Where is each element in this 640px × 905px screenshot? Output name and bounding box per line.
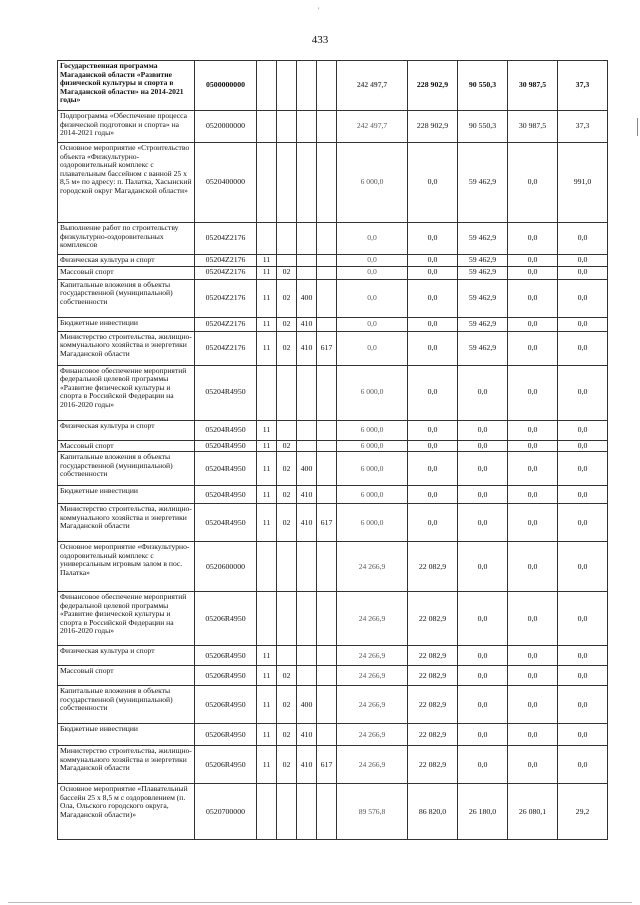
cell-percent: 0,0 <box>558 255 608 267</box>
cell-code: 05206R4950 <box>195 724 257 746</box>
cell-amount-3: 59 462,9 <box>458 331 508 365</box>
cell-subsection: 02 <box>277 266 297 279</box>
table-row <box>58 279 608 317</box>
cell-expense-type: 410 <box>297 317 317 331</box>
cell-amount-2: 0,0 <box>408 420 458 440</box>
cell-amount-4: 0,0 <box>508 266 558 279</box>
table-row <box>58 317 608 331</box>
cell-code: 0520400000 <box>195 143 257 223</box>
cell-percent: 37,3 <box>558 111 608 143</box>
cell-subsection <box>277 223 297 255</box>
cell-percent: 0,0 <box>558 666 608 686</box>
cell-amount-1: 89 576,8 <box>337 784 408 840</box>
cell-percent: 0,0 <box>558 317 608 331</box>
cell-expense-type: 400 <box>297 279 317 317</box>
cell-amount-4: 0,0 <box>508 686 558 724</box>
cell-name: Финансовое обеспечение мероприятий федеральной целевой программы «Развитие физической культуры и спорта в Российской Федерации на 2016-2020 годы» <box>58 365 195 420</box>
table-row <box>58 646 608 666</box>
cell-expense-type <box>297 266 317 279</box>
cell-section <box>257 542 277 592</box>
cell-amount-1: 24 266,9 <box>337 746 408 784</box>
cell-section: 11 <box>257 746 277 784</box>
cell-amount-3: 0,0 <box>458 646 508 666</box>
cell-name: Массовый спорт <box>58 440 195 452</box>
cell-percent: 0,0 <box>558 331 608 365</box>
cell-section: 11 <box>257 686 277 724</box>
cell-amount-3: 0,0 <box>458 365 508 420</box>
cell-amount-2: 22 082,9 <box>408 592 458 646</box>
cell-amount-1: 0,0 <box>337 255 408 267</box>
cell-amount-1: 0,0 <box>337 331 408 365</box>
cell-amount-4: 0,0 <box>508 746 558 784</box>
cell-amount-2: 86 820,0 <box>408 784 458 840</box>
cell-amount-1: 6 000,0 <box>337 504 408 542</box>
cell-section <box>257 365 277 420</box>
scan-bottom-rule <box>8 902 632 903</box>
cell-amount-2: 228 902,9 <box>408 61 458 111</box>
cell-code: 05204Z2176 <box>195 331 257 365</box>
cell-code: 0520700000 <box>195 784 257 840</box>
cell-amount-4: 0,0 <box>508 452 558 486</box>
cell-percent: 0,0 <box>558 542 608 592</box>
cell-code: 0520000000 <box>195 111 257 143</box>
cell-subsection <box>277 111 297 143</box>
cell-ministry-code <box>317 143 337 223</box>
cell-subsection <box>277 365 297 420</box>
cell-ministry-code: 617 <box>317 504 337 542</box>
cell-amount-1: 24 266,9 <box>337 646 408 666</box>
cell-expense-type <box>297 61 317 111</box>
cell-amount-2: 0,0 <box>408 317 458 331</box>
cell-expense-type <box>297 143 317 223</box>
table-row <box>58 784 608 840</box>
cell-percent: 0,0 <box>558 420 608 440</box>
cell-name: Основное мероприятие «Строительство объекта «Физкультурно-оздоровительный комплекс с плавательным бассейном с ванной 25 х 8,5 м» по адресу: п. Палатка, Хасынский городской округ Магаданской области» <box>58 143 195 223</box>
cell-percent: 0,0 <box>558 746 608 784</box>
cell-expense-type <box>297 223 317 255</box>
cell-ministry-code <box>317 255 337 267</box>
cell-amount-4: 0,0 <box>508 223 558 255</box>
cell-section: 11 <box>257 266 277 279</box>
cell-ministry-code <box>317 666 337 686</box>
table-row <box>58 452 608 486</box>
cell-amount-3: 59 462,9 <box>458 317 508 331</box>
cell-name: Физическая культура и спорт <box>58 255 195 267</box>
cell-name: Капитальные вложения в объекты государственной (муниципальной) собственности <box>58 279 195 317</box>
cell-subsection: 02 <box>277 279 297 317</box>
cell-subsection: 02 <box>277 724 297 746</box>
cell-section: 11 <box>257 452 277 486</box>
cell-code: 05204Z2176 <box>195 317 257 331</box>
cell-amount-3: 59 462,9 <box>458 266 508 279</box>
cell-amount-1: 6 000,0 <box>337 452 408 486</box>
cell-amount-2: 0,0 <box>408 486 458 504</box>
cell-percent: 0,0 <box>558 266 608 279</box>
cell-code: 05204Z2176 <box>195 279 257 317</box>
table-row <box>58 542 608 592</box>
cell-amount-4: 0,0 <box>508 143 558 223</box>
cell-amount-4: 0,0 <box>508 646 558 666</box>
cell-ministry-code <box>317 317 337 331</box>
cell-amount-2: 0,0 <box>408 266 458 279</box>
cell-amount-3: 0,0 <box>458 420 508 440</box>
cell-amount-1: 242 497,7 <box>337 111 408 143</box>
cell-ministry-code <box>317 724 337 746</box>
table-row <box>58 440 608 452</box>
table-row <box>58 486 608 504</box>
cell-subsection: 02 <box>277 746 297 784</box>
cell-percent: 0,0 <box>558 223 608 255</box>
cell-amount-4: 0,0 <box>508 592 558 646</box>
cell-code: 05206R4950 <box>195 592 257 646</box>
cell-amount-3: 0,0 <box>458 592 508 646</box>
cell-percent: 0,0 <box>558 440 608 452</box>
cell-amount-4: 0,0 <box>508 724 558 746</box>
cell-amount-1: 0,0 <box>337 279 408 317</box>
cell-amount-2: 22 082,9 <box>408 646 458 666</box>
cell-amount-4: 0,0 <box>508 279 558 317</box>
cell-expense-type <box>297 111 317 143</box>
cell-ministry-code <box>317 592 337 646</box>
cell-ministry-code <box>317 365 337 420</box>
cell-subsection: 02 <box>277 486 297 504</box>
table-row <box>58 331 608 365</box>
cell-expense-type <box>297 365 317 420</box>
cell-subsection: 02 <box>277 452 297 486</box>
cell-amount-3: 0,0 <box>458 486 508 504</box>
cell-amount-1: 24 266,9 <box>337 542 408 592</box>
cell-amount-3: 59 462,9 <box>458 143 508 223</box>
cell-section: 11 <box>257 420 277 440</box>
cell-amount-4: 30 987,5 <box>508 111 558 143</box>
cell-amount-1: 24 266,9 <box>337 724 408 746</box>
cell-name: Физическая культура и спорт <box>58 420 195 440</box>
cell-ministry-code <box>317 266 337 279</box>
cell-subsection <box>277 592 297 646</box>
cell-amount-2: 0,0 <box>408 365 458 420</box>
cell-name: Финансовое обеспечение мероприятий федеральной целевой программы «Развитие физической культуры и спорта в Российской Федерации на 2016-2020 годы» <box>58 592 195 646</box>
cell-name: Министерство строительства, жилищно-коммунального хозяйства и энергетики Магаданской области <box>58 504 195 542</box>
cell-section <box>257 61 277 111</box>
cell-code: 05206R4950 <box>195 666 257 686</box>
cell-subsection <box>277 420 297 440</box>
cell-amount-4: 0,0 <box>508 504 558 542</box>
cell-amount-1: 6 000,0 <box>337 365 408 420</box>
table-row <box>58 143 608 223</box>
cell-amount-2: 0,0 <box>408 440 458 452</box>
cell-name: Выполнение работ по строительству физкультурно-оздоровительных комплексов <box>58 223 195 255</box>
cell-amount-4: 0,0 <box>508 542 558 592</box>
cell-amount-2: 22 082,9 <box>408 724 458 746</box>
cell-ministry-code <box>317 486 337 504</box>
cell-amount-2: 0,0 <box>408 504 458 542</box>
cell-expense-type <box>297 666 317 686</box>
cell-amount-3: 26 180,0 <box>458 784 508 840</box>
table-row <box>58 746 608 784</box>
cell-section: 11 <box>257 666 277 686</box>
cell-name: Капитальные вложения в объекты государственной (муниципальной) собственности <box>58 452 195 486</box>
cell-expense-type <box>297 646 317 666</box>
cell-amount-3: 0,0 <box>458 542 508 592</box>
cell-expense-type: 400 <box>297 686 317 724</box>
cell-subsection: 02 <box>277 686 297 724</box>
cell-amount-1: 242 497,7 <box>337 61 408 111</box>
cell-code: 0500000000 <box>195 61 257 111</box>
cell-code: 05206R4950 <box>195 686 257 724</box>
cell-subsection: 02 <box>277 440 297 452</box>
cell-section <box>257 592 277 646</box>
cell-percent: 37,3 <box>558 61 608 111</box>
page-number: 433 <box>311 34 329 46</box>
scan-mark: ' <box>318 6 320 15</box>
table-row <box>58 504 608 542</box>
cell-amount-1: 6 000,0 <box>337 143 408 223</box>
table-row <box>58 666 608 686</box>
table-row <box>58 592 608 646</box>
cell-section: 11 <box>257 440 277 452</box>
cell-section: 11 <box>257 724 277 746</box>
cell-amount-3: 90 550,3 <box>458 61 508 111</box>
cell-amount-3: 0,0 <box>458 452 508 486</box>
cell-amount-4: 26 080,1 <box>508 784 558 840</box>
cell-amount-4: 0,0 <box>508 420 558 440</box>
scan-edge-mark <box>631 118 638 136</box>
cell-amount-4: 0,0 <box>508 666 558 686</box>
cell-name: Министерство строительства, жилищно-коммунального хозяйства и энергетики Магаданской области <box>58 331 195 365</box>
cell-amount-2: 0,0 <box>408 143 458 223</box>
cell-amount-2: 22 082,9 <box>408 746 458 784</box>
cell-ministry-code <box>317 452 337 486</box>
table-body <box>58 61 608 840</box>
cell-amount-4: 0,0 <box>508 486 558 504</box>
cell-name: Министерство строительства, жилищно-коммунального хозяйства и энергетики Магаданской области <box>58 746 195 784</box>
cell-subsection <box>277 61 297 111</box>
cell-expense-type <box>297 420 317 440</box>
cell-amount-3: 0,0 <box>458 686 508 724</box>
cell-section: 11 <box>257 279 277 317</box>
cell-code: 05204R4950 <box>195 365 257 420</box>
cell-amount-2: 22 082,9 <box>408 542 458 592</box>
cell-amount-2: 22 082,9 <box>408 686 458 724</box>
table-row <box>58 255 608 267</box>
cell-code: 05204Z2176 <box>195 255 257 267</box>
cell-ministry-code <box>317 646 337 666</box>
cell-amount-4: 0,0 <box>508 317 558 331</box>
cell-percent: 0,0 <box>558 686 608 724</box>
cell-amount-1: 24 266,9 <box>337 686 408 724</box>
cell-ministry-code <box>317 420 337 440</box>
cell-amount-1: 6 000,0 <box>337 486 408 504</box>
table-row <box>58 420 608 440</box>
cell-subsection <box>277 255 297 267</box>
cell-subsection <box>277 542 297 592</box>
cell-name: Массовый спорт <box>58 666 195 686</box>
cell-code: 05204R4950 <box>195 452 257 486</box>
cell-amount-3: 59 462,9 <box>458 255 508 267</box>
table-row <box>58 223 608 255</box>
cell-subsection <box>277 784 297 840</box>
cell-percent: 0,0 <box>558 486 608 504</box>
cell-name: Основное мероприятие «Плавательный бассейн 25 х 8,5 м с оздоровлением (п. Ола, Ольского городского округа, Магаданской области)» <box>58 784 195 840</box>
cell-expense-type <box>297 592 317 646</box>
cell-amount-3: 59 462,9 <box>458 223 508 255</box>
cell-amount-1: 6 000,0 <box>337 420 408 440</box>
cell-ministry-code <box>317 686 337 724</box>
cell-expense-type <box>297 784 317 840</box>
budget-table <box>57 60 608 840</box>
cell-ministry-code: 617 <box>317 331 337 365</box>
cell-subsection: 02 <box>277 666 297 686</box>
cell-subsection: 02 <box>277 331 297 365</box>
cell-subsection: 02 <box>277 317 297 331</box>
cell-section <box>257 143 277 223</box>
cell-ministry-code <box>317 784 337 840</box>
table-row <box>58 724 608 746</box>
cell-name: Массовый спорт <box>58 266 195 279</box>
cell-amount-1: 0,0 <box>337 317 408 331</box>
cell-expense-type: 400 <box>297 452 317 486</box>
table-row <box>58 365 608 420</box>
cell-amount-1: 6 000,0 <box>337 440 408 452</box>
cell-amount-1: 24 266,9 <box>337 666 408 686</box>
cell-percent: 0,0 <box>558 504 608 542</box>
table-row <box>58 686 608 724</box>
cell-amount-2: 0,0 <box>408 255 458 267</box>
cell-amount-3: 0,0 <box>458 746 508 784</box>
table-row <box>58 266 608 279</box>
cell-percent: 0,0 <box>558 452 608 486</box>
cell-section <box>257 223 277 255</box>
cell-subsection: 02 <box>277 504 297 542</box>
cell-percent: 0,0 <box>558 724 608 746</box>
cell-percent: 991,0 <box>558 143 608 223</box>
cell-ministry-code <box>317 223 337 255</box>
cell-name: Государственная программа Магаданской области «Развитие физической культуры и спорта в Магаданской области» на 2014-2021 годы» <box>58 61 195 111</box>
cell-amount-3: 90 550,3 <box>458 111 508 143</box>
cell-expense-type <box>297 255 317 267</box>
cell-code: 05204R4950 <box>195 420 257 440</box>
cell-amount-2: 0,0 <box>408 452 458 486</box>
cell-percent: 0,0 <box>558 279 608 317</box>
cell-name: Физическая культура и спорт <box>58 646 195 666</box>
cell-name: Бюджетные инвестиции <box>58 724 195 746</box>
cell-amount-2: 22 082,9 <box>408 666 458 686</box>
cell-amount-4: 0,0 <box>508 365 558 420</box>
cell-amount-3: 59 462,9 <box>458 279 508 317</box>
cell-code: 05206R4950 <box>195 746 257 784</box>
cell-ministry-code <box>317 440 337 452</box>
cell-subsection <box>277 646 297 666</box>
cell-code: 05204Z2176 <box>195 266 257 279</box>
cell-amount-3: 0,0 <box>458 504 508 542</box>
cell-percent: 0,0 <box>558 646 608 666</box>
cell-ministry-code <box>317 542 337 592</box>
cell-code: 05204R4950 <box>195 440 257 452</box>
cell-ministry-code <box>317 111 337 143</box>
cell-expense-type: 410 <box>297 486 317 504</box>
cell-amount-3: 0,0 <box>458 440 508 452</box>
cell-section: 11 <box>257 504 277 542</box>
cell-expense-type <box>297 440 317 452</box>
cell-section: 11 <box>257 317 277 331</box>
cell-name: Капитальные вложения в объекты государственной (муниципальной) собственности <box>58 686 195 724</box>
cell-section: 11 <box>257 331 277 365</box>
cell-amount-4: 0,0 <box>508 440 558 452</box>
cell-amount-2: 228 902,9 <box>408 111 458 143</box>
cell-amount-4: 0,0 <box>508 331 558 365</box>
cell-name: Основное мероприятие «Физкультурно-оздоровительный комплекс с универсальным игровым залом в пос. Палатка» <box>58 542 195 592</box>
table-row <box>58 61 608 111</box>
cell-amount-2: 0,0 <box>408 223 458 255</box>
cell-section: 11 <box>257 255 277 267</box>
cell-percent: 29,2 <box>558 784 608 840</box>
cell-percent: 0,0 <box>558 592 608 646</box>
cell-name: Бюджетные инвестиции <box>58 317 195 331</box>
cell-amount-2: 0,0 <box>408 331 458 365</box>
cell-code: 0520600000 <box>195 542 257 592</box>
cell-amount-4: 30 987,5 <box>508 61 558 111</box>
cell-name: Подпрограмма «Обеспечение процесса физической подготовки и спорта» на 2014-2021 годы» <box>58 111 195 143</box>
cell-section <box>257 111 277 143</box>
cell-expense-type: 410 <box>297 331 317 365</box>
cell-amount-1: 0,0 <box>337 266 408 279</box>
cell-amount-1: 0,0 <box>337 223 408 255</box>
cell-ministry-code <box>317 279 337 317</box>
cell-amount-2: 0,0 <box>408 279 458 317</box>
cell-expense-type <box>297 542 317 592</box>
cell-section <box>257 784 277 840</box>
cell-percent: 0,0 <box>558 365 608 420</box>
cell-amount-3: 0,0 <box>458 724 508 746</box>
cell-ministry-code: 617 <box>317 746 337 784</box>
cell-section: 11 <box>257 486 277 504</box>
cell-expense-type: 410 <box>297 504 317 542</box>
cell-expense-type: 410 <box>297 746 317 784</box>
table-row <box>58 111 608 143</box>
cell-ministry-code <box>317 61 337 111</box>
cell-name: Бюджетные инвестиции <box>58 486 195 504</box>
cell-code: 05204R4950 <box>195 486 257 504</box>
cell-expense-type: 410 <box>297 724 317 746</box>
cell-section: 11 <box>257 646 277 666</box>
cell-amount-4: 0,0 <box>508 255 558 267</box>
cell-subsection <box>277 143 297 223</box>
cell-code: 05204Z2176 <box>195 223 257 255</box>
cell-amount-1: 24 266,9 <box>337 592 408 646</box>
cell-code: 05204R4950 <box>195 504 257 542</box>
cell-code: 05206R4950 <box>195 646 257 666</box>
cell-amount-3: 0,0 <box>458 666 508 686</box>
